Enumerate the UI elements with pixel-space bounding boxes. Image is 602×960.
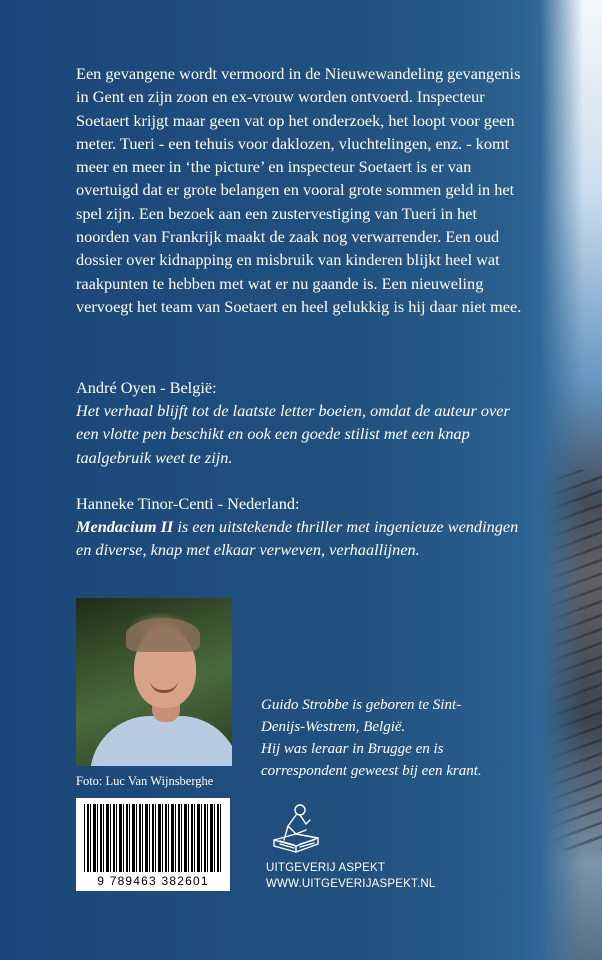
- author-shirt: [90, 716, 232, 766]
- review-text-2-body: is een uitstekende thriller met ingenieuze wendingen en diverse, knap met elkaar verweven, verhaallijnen.: [76, 517, 519, 560]
- blurb-text: Een gevangene wordt vermoord in de Nieuwewandeling gevangenis in Gent en zijn zoon en ex-vrouw worden ontvoerd. Inspecteur Soetaert krijgt maar geen vat op het onderzoek, het loopt voor geen meter. Tueri - een tehuis voor daklozen, vluchtelingen, enz. - komt meer en meer in ‘the picture’ en inspecteur Soetaert is er van overtuigd dat er grote belangen en vooral grote sommen geld in het spel zijn. Een bezoek aan een zustervestiging van Tueri in het noorden van Frankrijk maakt de zaak nog verwarrender. Een oud dossier over kidnapping en misbruik van kinderen blijkt heel wat raakpunten te hebben met wat er nu gaande is. Een nieuweling vervoegt het team van Soetaert en heel gelukkig is hij daar niet mee.: [76, 64, 522, 316]
- author-photo: [76, 598, 232, 766]
- bio-line: Guido Strobbe is geboren te Sint-: [261, 697, 462, 713]
- publisher-name: UITGEVERIJ ASPEKT: [266, 862, 386, 874]
- bio-line: correspondent geweest bij een krant.: [261, 763, 482, 779]
- bio-line: Denijs-Westrem, België.: [261, 719, 406, 735]
- photo-credit: Foto: Luc Van Wijnsberghe: [76, 774, 214, 788]
- isbn-barcode: [76, 798, 230, 891]
- review-author-1: André Oyen - België:: [76, 378, 217, 397]
- roof-tiles-detail: [548, 470, 602, 850]
- review-text-1: Het verhaal blijft tot de laatste letter boeien, omdat de auteur over een vlotte pen beschikt en ook een goede stilist met een knap taalgebruik weet te zijn.: [76, 401, 510, 467]
- isbn-digits: 9 789463 382601: [97, 874, 209, 888]
- publisher-reader-logo-icon: [266, 800, 326, 856]
- review-text-2: [76, 515, 536, 562]
- publisher-url: WWW.UITGEVERIJASPEKT.NL: [266, 878, 436, 890]
- author-bio: [261, 694, 541, 782]
- book-title-emphasis: Mendacium II: [76, 517, 174, 536]
- barcode-bars: [84, 804, 222, 872]
- review-author-2: Hanneke Tinor-Centi - Nederland:: [76, 494, 300, 513]
- bio-line: Hij was leraar in Brugge en is: [261, 741, 444, 757]
- author-hair: [126, 618, 200, 652]
